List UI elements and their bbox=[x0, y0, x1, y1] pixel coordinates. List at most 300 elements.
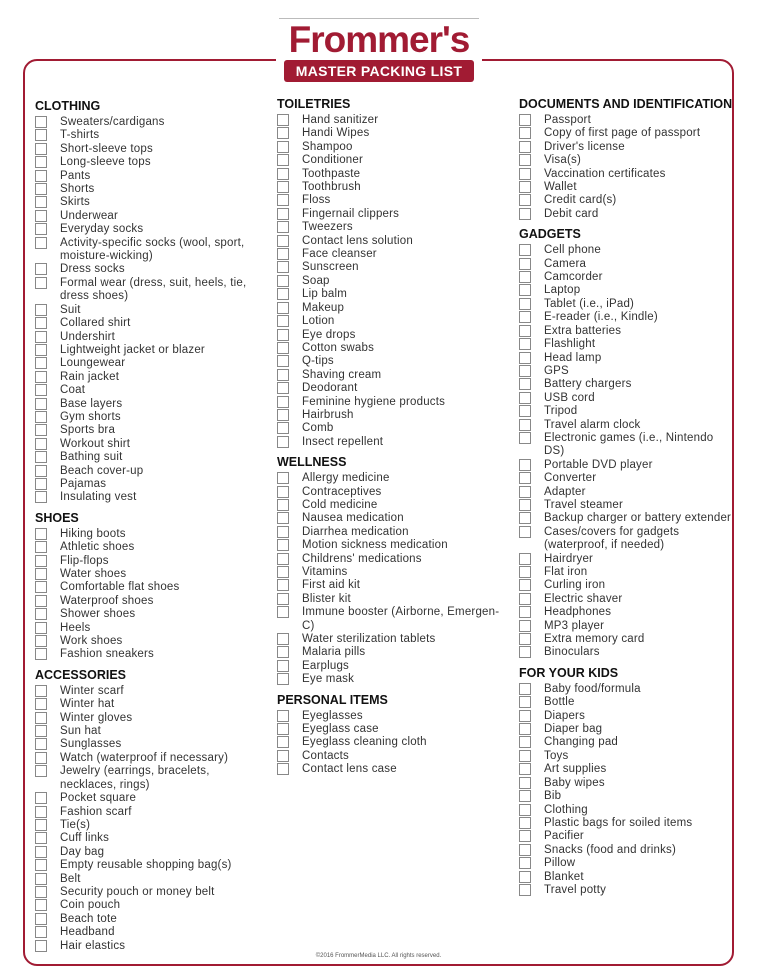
checkbox[interactable] bbox=[35, 685, 47, 697]
checklist-item[interactable] bbox=[519, 566, 734, 579]
checklist-item[interactable] bbox=[35, 765, 265, 792]
checkbox[interactable] bbox=[277, 579, 289, 591]
checklist-item[interactable] bbox=[277, 606, 507, 633]
checkbox[interactable] bbox=[277, 275, 289, 287]
checklist-item[interactable] bbox=[277, 288, 507, 301]
checkbox[interactable] bbox=[35, 371, 47, 383]
checkbox[interactable] bbox=[35, 384, 47, 396]
checkbox[interactable] bbox=[519, 432, 531, 444]
checklist-item[interactable] bbox=[35, 648, 265, 661]
checklist-item[interactable] bbox=[519, 723, 734, 736]
checkbox[interactable] bbox=[35, 608, 47, 620]
checkbox[interactable] bbox=[35, 765, 47, 777]
checklist-item[interactable] bbox=[35, 344, 265, 357]
checklist-item[interactable] bbox=[35, 398, 265, 411]
checklist-item[interactable] bbox=[519, 459, 734, 472]
checkbox[interactable] bbox=[519, 723, 531, 735]
checkbox[interactable] bbox=[35, 886, 47, 898]
checklist-item[interactable] bbox=[35, 725, 265, 738]
checkbox[interactable] bbox=[35, 712, 47, 724]
checkbox[interactable] bbox=[35, 465, 47, 477]
checkbox[interactable] bbox=[35, 926, 47, 938]
checkbox[interactable] bbox=[35, 263, 47, 275]
checkbox[interactable] bbox=[519, 405, 531, 417]
checkbox[interactable] bbox=[35, 277, 47, 289]
checkbox[interactable] bbox=[519, 777, 531, 789]
checkbox[interactable] bbox=[519, 512, 531, 524]
checklist-item[interactable] bbox=[277, 673, 507, 686]
checkbox[interactable] bbox=[519, 419, 531, 431]
checkbox[interactable] bbox=[277, 181, 289, 193]
checkbox[interactable] bbox=[35, 438, 47, 450]
checklist-item[interactable] bbox=[35, 581, 265, 594]
checklist-item[interactable] bbox=[277, 355, 507, 368]
checklist-item[interactable] bbox=[277, 181, 507, 194]
checkbox[interactable] bbox=[519, 817, 531, 829]
checkbox[interactable] bbox=[519, 526, 531, 538]
checklist-item[interactable] bbox=[277, 436, 507, 449]
checklist-item[interactable] bbox=[277, 660, 507, 673]
checklist-item[interactable] bbox=[519, 181, 734, 194]
checklist-item[interactable] bbox=[277, 235, 507, 248]
checkbox[interactable] bbox=[519, 127, 531, 139]
checklist-item[interactable] bbox=[35, 263, 265, 276]
checkbox[interactable] bbox=[277, 750, 289, 762]
checklist-item[interactable] bbox=[519, 871, 734, 884]
checklist-item[interactable] bbox=[277, 194, 507, 207]
checkbox[interactable] bbox=[35, 528, 47, 540]
checklist-item[interactable] bbox=[35, 156, 265, 169]
checklist-item[interactable] bbox=[519, 352, 734, 365]
checklist-item[interactable] bbox=[277, 114, 507, 127]
checklist-item[interactable] bbox=[35, 940, 265, 953]
checklist-item[interactable] bbox=[277, 221, 507, 234]
checklist-item[interactable] bbox=[277, 315, 507, 328]
checklist-item[interactable] bbox=[519, 817, 734, 830]
checkbox[interactable] bbox=[277, 606, 289, 618]
checklist-item[interactable] bbox=[519, 646, 734, 659]
checkbox[interactable] bbox=[35, 129, 47, 141]
checkbox[interactable] bbox=[519, 208, 531, 220]
checklist-item[interactable] bbox=[519, 830, 734, 843]
checklist-item[interactable] bbox=[277, 499, 507, 512]
checkbox[interactable] bbox=[277, 235, 289, 247]
checklist-item[interactable] bbox=[35, 424, 265, 437]
checklist-item[interactable] bbox=[277, 512, 507, 525]
checkbox[interactable] bbox=[519, 298, 531, 310]
checkbox[interactable] bbox=[35, 424, 47, 436]
checklist-item[interactable] bbox=[35, 913, 265, 926]
checkbox[interactable] bbox=[35, 116, 47, 128]
checklist-item[interactable] bbox=[519, 365, 734, 378]
checklist-item[interactable] bbox=[277, 633, 507, 646]
checkbox[interactable] bbox=[277, 512, 289, 524]
checklist-item[interactable] bbox=[519, 777, 734, 790]
checkbox[interactable] bbox=[519, 459, 531, 471]
checkbox[interactable] bbox=[35, 331, 47, 343]
checkbox[interactable] bbox=[277, 355, 289, 367]
checklist-item[interactable] bbox=[35, 608, 265, 621]
checkbox[interactable] bbox=[519, 392, 531, 404]
checkbox[interactable] bbox=[277, 472, 289, 484]
checklist-item[interactable] bbox=[35, 491, 265, 504]
checkbox[interactable] bbox=[35, 581, 47, 593]
checkbox[interactable] bbox=[35, 210, 47, 222]
checkbox[interactable] bbox=[35, 568, 47, 580]
checklist-item[interactable] bbox=[519, 154, 734, 167]
checklist-item[interactable] bbox=[519, 311, 734, 324]
checklist-item[interactable] bbox=[35, 806, 265, 819]
checklist-item[interactable] bbox=[35, 819, 265, 832]
checklist-item[interactable] bbox=[519, 553, 734, 566]
checklist-item[interactable] bbox=[35, 846, 265, 859]
checkbox[interactable] bbox=[35, 555, 47, 567]
checkbox[interactable] bbox=[277, 633, 289, 645]
checklist-item[interactable] bbox=[35, 541, 265, 554]
checklist-item[interactable] bbox=[35, 899, 265, 912]
checklist-item[interactable] bbox=[35, 183, 265, 196]
checkbox[interactable] bbox=[277, 315, 289, 327]
checkbox[interactable] bbox=[519, 168, 531, 180]
checklist-item[interactable] bbox=[519, 579, 734, 592]
checklist-item[interactable] bbox=[277, 646, 507, 659]
checkbox[interactable] bbox=[35, 304, 47, 316]
checkbox[interactable] bbox=[277, 422, 289, 434]
checklist-item[interactable] bbox=[519, 208, 734, 221]
checkbox[interactable] bbox=[519, 378, 531, 390]
checklist-item[interactable] bbox=[35, 438, 265, 451]
checkbox[interactable] bbox=[519, 579, 531, 591]
checklist-item[interactable] bbox=[519, 620, 734, 633]
checklist-item[interactable] bbox=[35, 595, 265, 608]
checkbox[interactable] bbox=[519, 566, 531, 578]
checklist-item[interactable] bbox=[277, 579, 507, 592]
checkbox[interactable] bbox=[519, 750, 531, 762]
checkbox[interactable] bbox=[277, 221, 289, 233]
checkbox[interactable] bbox=[277, 723, 289, 735]
checklist-item[interactable] bbox=[519, 168, 734, 181]
checkbox[interactable] bbox=[519, 311, 531, 323]
checkbox[interactable] bbox=[277, 154, 289, 166]
checklist-item[interactable] bbox=[519, 844, 734, 857]
checklist-item[interactable] bbox=[519, 405, 734, 418]
checklist-item[interactable] bbox=[519, 392, 734, 405]
checkbox[interactable] bbox=[277, 168, 289, 180]
checklist-item[interactable] bbox=[519, 526, 734, 553]
checkbox[interactable] bbox=[519, 194, 531, 206]
checkbox[interactable] bbox=[35, 846, 47, 858]
checklist-item[interactable] bbox=[519, 141, 734, 154]
checkbox[interactable] bbox=[35, 451, 47, 463]
checklist-item[interactable] bbox=[277, 750, 507, 763]
checkbox[interactable] bbox=[277, 566, 289, 578]
checklist-item[interactable] bbox=[277, 422, 507, 435]
checkbox[interactable] bbox=[519, 696, 531, 708]
checklist-item[interactable] bbox=[519, 512, 734, 525]
checkbox[interactable] bbox=[277, 593, 289, 605]
checklist-item[interactable] bbox=[519, 884, 734, 897]
checkbox[interactable] bbox=[519, 114, 531, 126]
checklist-item[interactable] bbox=[277, 154, 507, 167]
checklist-item[interactable] bbox=[35, 886, 265, 899]
checklist-item[interactable] bbox=[519, 606, 734, 619]
checkbox[interactable] bbox=[277, 553, 289, 565]
checklist-item[interactable] bbox=[519, 593, 734, 606]
checklist-item[interactable] bbox=[519, 298, 734, 311]
checkbox[interactable] bbox=[519, 857, 531, 869]
checklist-item[interactable] bbox=[35, 129, 265, 142]
checkbox[interactable] bbox=[277, 539, 289, 551]
checklist-item[interactable] bbox=[35, 738, 265, 751]
checklist-item[interactable] bbox=[277, 763, 507, 776]
checklist-item[interactable] bbox=[277, 396, 507, 409]
checklist-item[interactable] bbox=[277, 486, 507, 499]
checklist-item[interactable] bbox=[35, 873, 265, 886]
checkbox[interactable] bbox=[35, 170, 47, 182]
checkbox[interactable] bbox=[35, 398, 47, 410]
checklist-item[interactable] bbox=[35, 698, 265, 711]
checklist-item[interactable] bbox=[277, 472, 507, 485]
checklist-item[interactable] bbox=[35, 384, 265, 397]
checklist-item[interactable] bbox=[35, 752, 265, 765]
checkbox[interactable] bbox=[519, 472, 531, 484]
checkbox[interactable] bbox=[519, 338, 531, 350]
checkbox[interactable] bbox=[519, 844, 531, 856]
checklist-item[interactable] bbox=[35, 465, 265, 478]
checklist-item[interactable] bbox=[519, 633, 734, 646]
checkbox[interactable] bbox=[35, 832, 47, 844]
checkbox[interactable] bbox=[277, 646, 289, 658]
checklist-item[interactable] bbox=[519, 258, 734, 271]
checklist-item[interactable] bbox=[277, 382, 507, 395]
checkbox[interactable] bbox=[519, 181, 531, 193]
checklist-item[interactable] bbox=[519, 194, 734, 207]
checklist-item[interactable] bbox=[519, 244, 734, 257]
checkbox[interactable] bbox=[277, 526, 289, 538]
checklist-item[interactable] bbox=[277, 593, 507, 606]
checkbox[interactable] bbox=[35, 183, 47, 195]
checklist-item[interactable] bbox=[35, 116, 265, 129]
checkbox[interactable] bbox=[277, 248, 289, 260]
checkbox[interactable] bbox=[277, 763, 289, 775]
checkbox[interactable] bbox=[519, 284, 531, 296]
checklist-item[interactable] bbox=[35, 792, 265, 805]
checkbox[interactable] bbox=[35, 223, 47, 235]
checkbox[interactable] bbox=[35, 725, 47, 737]
checkbox[interactable] bbox=[519, 606, 531, 618]
checkbox[interactable] bbox=[519, 710, 531, 722]
checkbox[interactable] bbox=[519, 633, 531, 645]
checklist-item[interactable] bbox=[277, 409, 507, 422]
checkbox[interactable] bbox=[35, 752, 47, 764]
checkbox[interactable] bbox=[35, 156, 47, 168]
checklist-item[interactable] bbox=[35, 685, 265, 698]
checkbox[interactable] bbox=[277, 660, 289, 672]
checklist-item[interactable] bbox=[519, 710, 734, 723]
checkbox[interactable] bbox=[277, 673, 289, 685]
checkbox[interactable] bbox=[519, 830, 531, 842]
checklist-item[interactable] bbox=[35, 143, 265, 156]
checkbox[interactable] bbox=[519, 365, 531, 377]
checkbox[interactable] bbox=[277, 329, 289, 341]
checklist-item[interactable] bbox=[35, 210, 265, 223]
checkbox[interactable] bbox=[519, 620, 531, 632]
checkbox[interactable] bbox=[277, 736, 289, 748]
checklist-item[interactable] bbox=[519, 127, 734, 140]
checkbox[interactable] bbox=[519, 736, 531, 748]
checklist-item[interactable] bbox=[519, 114, 734, 127]
checkbox[interactable] bbox=[277, 342, 289, 354]
checkbox[interactable] bbox=[35, 491, 47, 503]
checklist-item[interactable] bbox=[519, 325, 734, 338]
checklist-item[interactable] bbox=[35, 568, 265, 581]
checkbox[interactable] bbox=[277, 436, 289, 448]
checkbox[interactable] bbox=[519, 486, 531, 498]
checklist-item[interactable] bbox=[277, 127, 507, 140]
checklist-item[interactable] bbox=[277, 369, 507, 382]
checklist-item[interactable] bbox=[35, 478, 265, 491]
checklist-item[interactable] bbox=[277, 168, 507, 181]
checkbox[interactable] bbox=[35, 143, 47, 155]
checklist-item[interactable] bbox=[35, 832, 265, 845]
checkbox[interactable] bbox=[35, 899, 47, 911]
checklist-item[interactable] bbox=[35, 411, 265, 424]
checkbox[interactable] bbox=[277, 261, 289, 273]
checkbox[interactable] bbox=[519, 271, 531, 283]
checkbox[interactable] bbox=[35, 792, 47, 804]
checkbox[interactable] bbox=[35, 873, 47, 885]
checkbox[interactable] bbox=[519, 884, 531, 896]
checkbox[interactable] bbox=[277, 710, 289, 722]
checkbox[interactable] bbox=[519, 154, 531, 166]
checkbox[interactable] bbox=[35, 913, 47, 925]
checklist-item[interactable] bbox=[519, 750, 734, 763]
checkbox[interactable] bbox=[277, 409, 289, 421]
checklist-item[interactable] bbox=[277, 710, 507, 723]
checkbox[interactable] bbox=[35, 859, 47, 871]
checkbox[interactable] bbox=[277, 499, 289, 511]
checkbox[interactable] bbox=[277, 302, 289, 314]
checklist-item[interactable] bbox=[277, 248, 507, 261]
checklist-item[interactable] bbox=[35, 622, 265, 635]
checklist-item[interactable] bbox=[35, 555, 265, 568]
checkbox[interactable] bbox=[35, 344, 47, 356]
checkbox[interactable] bbox=[519, 244, 531, 256]
checkbox[interactable] bbox=[277, 288, 289, 300]
checklist-item[interactable] bbox=[519, 857, 734, 870]
checklist-item[interactable] bbox=[519, 338, 734, 351]
checklist-item[interactable] bbox=[35, 304, 265, 317]
checklist-item[interactable] bbox=[35, 331, 265, 344]
checklist-item[interactable] bbox=[519, 486, 734, 499]
checklist-item[interactable] bbox=[35, 451, 265, 464]
checklist-item[interactable] bbox=[519, 763, 734, 776]
checklist-item[interactable] bbox=[519, 790, 734, 803]
checkbox[interactable] bbox=[519, 325, 531, 337]
checklist-item[interactable] bbox=[35, 528, 265, 541]
checkbox[interactable] bbox=[35, 635, 47, 647]
checkbox[interactable] bbox=[277, 114, 289, 126]
checklist-item[interactable] bbox=[519, 736, 734, 749]
checklist-item[interactable] bbox=[519, 696, 734, 709]
checklist-item[interactable] bbox=[277, 539, 507, 552]
checklist-item[interactable] bbox=[35, 712, 265, 725]
checkbox[interactable] bbox=[35, 819, 47, 831]
checkbox[interactable] bbox=[35, 357, 47, 369]
checklist-item[interactable] bbox=[35, 357, 265, 370]
checklist-item[interactable] bbox=[519, 284, 734, 297]
checklist-item[interactable] bbox=[519, 499, 734, 512]
checkbox[interactable] bbox=[35, 622, 47, 634]
checkbox[interactable] bbox=[35, 541, 47, 553]
checklist-item[interactable] bbox=[277, 723, 507, 736]
checklist-item[interactable] bbox=[277, 261, 507, 274]
checkbox[interactable] bbox=[519, 790, 531, 802]
checklist-item[interactable] bbox=[277, 275, 507, 288]
checklist-item[interactable] bbox=[519, 432, 734, 459]
checklist-item[interactable] bbox=[519, 419, 734, 432]
checklist-item[interactable] bbox=[35, 371, 265, 384]
checkbox[interactable] bbox=[519, 683, 531, 695]
checklist-item[interactable] bbox=[35, 859, 265, 872]
checkbox[interactable] bbox=[277, 141, 289, 153]
checkbox[interactable] bbox=[519, 141, 531, 153]
checkbox[interactable] bbox=[519, 804, 531, 816]
checkbox[interactable] bbox=[35, 648, 47, 660]
checklist-item[interactable] bbox=[35, 170, 265, 183]
checklist-item[interactable] bbox=[277, 208, 507, 221]
checklist-item[interactable] bbox=[519, 472, 734, 485]
checklist-item[interactable] bbox=[35, 223, 265, 236]
checklist-item[interactable] bbox=[277, 553, 507, 566]
checkbox[interactable] bbox=[519, 646, 531, 658]
checklist-item[interactable] bbox=[35, 635, 265, 648]
checkbox[interactable] bbox=[35, 698, 47, 710]
checkbox[interactable] bbox=[277, 208, 289, 220]
checkbox[interactable] bbox=[35, 806, 47, 818]
checkbox[interactable] bbox=[35, 738, 47, 750]
checklist-item[interactable] bbox=[519, 271, 734, 284]
checkbox[interactable] bbox=[35, 595, 47, 607]
checklist-item[interactable] bbox=[277, 342, 507, 355]
checklist-item[interactable] bbox=[277, 566, 507, 579]
checkbox[interactable] bbox=[35, 317, 47, 329]
checkbox[interactable] bbox=[277, 127, 289, 139]
checkbox[interactable] bbox=[519, 258, 531, 270]
checkbox[interactable] bbox=[519, 593, 531, 605]
checkbox[interactable] bbox=[277, 369, 289, 381]
checkbox[interactable] bbox=[519, 553, 531, 565]
checklist-item[interactable] bbox=[35, 317, 265, 330]
checklist-item[interactable] bbox=[35, 237, 265, 264]
checkbox[interactable] bbox=[35, 196, 47, 208]
checklist-item[interactable] bbox=[277, 526, 507, 539]
checkbox[interactable] bbox=[519, 763, 531, 775]
checklist-item[interactable] bbox=[519, 804, 734, 817]
checkbox[interactable] bbox=[519, 352, 531, 364]
checklist-item[interactable] bbox=[277, 736, 507, 749]
checklist-item[interactable] bbox=[35, 196, 265, 209]
checkbox[interactable] bbox=[35, 940, 47, 952]
checkbox[interactable] bbox=[35, 478, 47, 490]
checkbox[interactable] bbox=[277, 382, 289, 394]
checkbox[interactable] bbox=[519, 871, 531, 883]
checklist-item[interactable] bbox=[277, 141, 507, 154]
checkbox[interactable] bbox=[277, 396, 289, 408]
checklist-item[interactable] bbox=[519, 683, 734, 696]
checklist-item[interactable] bbox=[35, 926, 265, 939]
checklist-item[interactable] bbox=[519, 378, 734, 391]
